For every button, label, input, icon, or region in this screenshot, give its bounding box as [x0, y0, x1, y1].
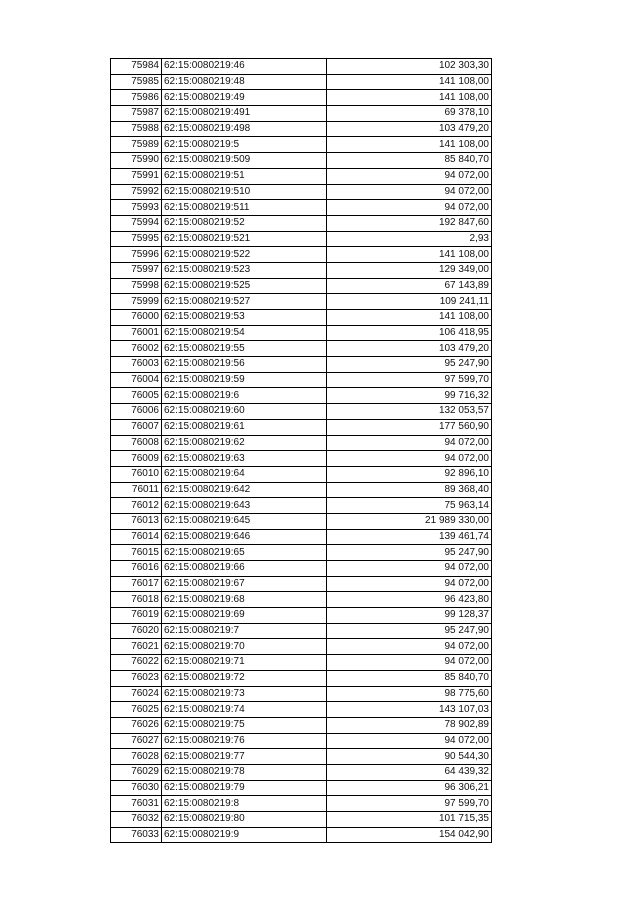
cadastral-number-cell: 62:15:0080219:79 — [162, 780, 327, 796]
table-row — [111, 262, 492, 278]
cadastral-value-cell: 103 479,20 — [327, 121, 492, 137]
table-row — [111, 576, 492, 592]
cadastral-number-cell: 62:15:0080219:76 — [162, 733, 327, 749]
row-number-cell: 76011 — [111, 482, 162, 498]
cadastral-value-cell: 141 108,00 — [327, 137, 492, 153]
row-number-cell: 76021 — [111, 639, 162, 655]
cadastral-value-cell: 90 544,30 — [327, 749, 492, 765]
row-number-cell: 76026 — [111, 717, 162, 733]
table-row — [111, 341, 492, 357]
table-row — [111, 419, 492, 435]
cadastral-value-cell: 94 072,00 — [327, 435, 492, 451]
cadastral-number-cell: 62:15:0080219:491 — [162, 106, 327, 122]
cadastral-number-cell: 62:15:0080219:5 — [162, 137, 327, 153]
row-number-cell: 76009 — [111, 451, 162, 467]
cadastral-number-cell: 62:15:0080219:7 — [162, 623, 327, 639]
cadastral-value-cell: 141 108,00 — [327, 74, 492, 90]
cadastral-number-cell: 62:15:0080219:74 — [162, 702, 327, 718]
row-number-cell: 76027 — [111, 733, 162, 749]
table-body — [111, 59, 492, 843]
cadastral-value-cell: 94 072,00 — [327, 200, 492, 216]
table-row — [111, 215, 492, 231]
row-number-cell: 75993 — [111, 200, 162, 216]
cadastral-number-cell: 62:15:0080219:646 — [162, 529, 327, 545]
cadastral-value-cell: 143 107,03 — [327, 702, 492, 718]
row-number-cell: 76020 — [111, 623, 162, 639]
cadastral-number-cell: 62:15:0080219:61 — [162, 419, 327, 435]
cadastral-number-cell: 62:15:0080219:70 — [162, 639, 327, 655]
table-row — [111, 106, 492, 122]
cadastral-value-cell: 97 599,70 — [327, 372, 492, 388]
table-row — [111, 796, 492, 812]
table-row — [111, 717, 492, 733]
row-number-cell: 75985 — [111, 74, 162, 90]
cadastral-number-cell: 62:15:0080219:53 — [162, 310, 327, 326]
table-row — [111, 74, 492, 90]
cadastral-number-cell: 62:15:0080219:71 — [162, 655, 327, 671]
table-row — [111, 764, 492, 780]
table-row — [111, 812, 492, 828]
cadastral-number-cell: 62:15:0080219:521 — [162, 231, 327, 247]
cadastral-number-cell: 62:15:0080219:642 — [162, 482, 327, 498]
cadastral-number-cell: 62:15:0080219:69 — [162, 608, 327, 624]
table-row — [111, 388, 492, 404]
table-row — [111, 498, 492, 514]
cadastral-value-table — [110, 58, 492, 843]
cadastral-number-cell: 62:15:0080219:51 — [162, 168, 327, 184]
cadastral-number-cell: 62:15:0080219:645 — [162, 513, 327, 529]
cadastral-value-cell: 154 042,90 — [327, 827, 492, 843]
cadastral-number-cell: 62:15:0080219:48 — [162, 74, 327, 90]
table-row — [111, 561, 492, 577]
cadastral-number-cell: 62:15:0080219:78 — [162, 764, 327, 780]
table-row — [111, 608, 492, 624]
cadastral-number-cell: 62:15:0080219:498 — [162, 121, 327, 137]
table-row — [111, 121, 492, 137]
row-number-cell: 75988 — [111, 121, 162, 137]
table-row — [111, 466, 492, 482]
row-number-cell: 75989 — [111, 137, 162, 153]
row-number-cell: 76006 — [111, 404, 162, 420]
cadastral-number-cell: 62:15:0080219:75 — [162, 717, 327, 733]
cadastral-number-cell: 62:15:0080219:80 — [162, 812, 327, 828]
cadastral-value-cell: 94 072,00 — [327, 561, 492, 577]
cadastral-number-cell: 62:15:0080219:8 — [162, 796, 327, 812]
cadastral-value-cell: 95 247,90 — [327, 545, 492, 561]
cadastral-value-cell: 78 902,89 — [327, 717, 492, 733]
row-number-cell: 75997 — [111, 262, 162, 278]
cadastral-value-cell: 92 896,10 — [327, 466, 492, 482]
table-row — [111, 529, 492, 545]
table-row — [111, 153, 492, 169]
cadastral-number-cell: 62:15:0080219:525 — [162, 278, 327, 294]
table-row — [111, 592, 492, 608]
row-number-cell: 75995 — [111, 231, 162, 247]
table-row — [111, 357, 492, 373]
row-number-cell: 75986 — [111, 90, 162, 106]
cadastral-value-cell: 97 599,70 — [327, 796, 492, 812]
cadastral-value-cell: 99 716,32 — [327, 388, 492, 404]
cadastral-value-cell: 129 349,00 — [327, 262, 492, 278]
cadastral-value-cell: 141 108,00 — [327, 310, 492, 326]
row-number-cell: 75996 — [111, 247, 162, 263]
cadastral-value-cell: 95 247,90 — [327, 623, 492, 639]
row-number-cell: 75998 — [111, 278, 162, 294]
cadastral-value-cell: 69 378,10 — [327, 106, 492, 122]
cadastral-value-cell: 95 247,90 — [327, 357, 492, 373]
cadastral-value-cell: 99 128,37 — [327, 608, 492, 624]
row-number-cell: 76014 — [111, 529, 162, 545]
cadastral-value-cell: 67 143,89 — [327, 278, 492, 294]
cadastral-number-cell: 62:15:0080219:63 — [162, 451, 327, 467]
row-number-cell: 76015 — [111, 545, 162, 561]
table-row — [111, 780, 492, 796]
table-row — [111, 749, 492, 765]
table-row — [111, 733, 492, 749]
cadastral-value-cell: 96 423,80 — [327, 592, 492, 608]
cadastral-value-cell: 75 963,14 — [327, 498, 492, 514]
table-row — [111, 655, 492, 671]
cadastral-value-cell: 2,93 — [327, 231, 492, 247]
row-number-cell: 76000 — [111, 310, 162, 326]
table-row — [111, 310, 492, 326]
row-number-cell: 75987 — [111, 106, 162, 122]
table-row — [111, 451, 492, 467]
cadastral-number-cell: 62:15:0080219:522 — [162, 247, 327, 263]
row-number-cell: 76030 — [111, 780, 162, 796]
cadastral-number-cell: 62:15:0080219:66 — [162, 561, 327, 577]
table-row — [111, 325, 492, 341]
cadastral-value-cell: 94 072,00 — [327, 576, 492, 592]
cadastral-number-cell: 62:15:0080219:77 — [162, 749, 327, 765]
cadastral-value-cell: 21 989 330,00 — [327, 513, 492, 529]
row-number-cell: 76028 — [111, 749, 162, 765]
cadastral-value-cell: 103 479,20 — [327, 341, 492, 357]
table-row — [111, 168, 492, 184]
cadastral-value-cell: 94 072,00 — [327, 184, 492, 200]
cadastral-value-cell: 192 847,60 — [327, 215, 492, 231]
cadastral-number-cell: 62:15:0080219:9 — [162, 827, 327, 843]
row-number-cell: 76013 — [111, 513, 162, 529]
cadastral-value-cell: 101 715,35 — [327, 812, 492, 828]
row-number-cell: 76025 — [111, 702, 162, 718]
row-number-cell: 76007 — [111, 419, 162, 435]
cadastral-value-cell: 96 306,21 — [327, 780, 492, 796]
row-number-cell: 76024 — [111, 686, 162, 702]
table-row — [111, 623, 492, 639]
table-row — [111, 513, 492, 529]
table-row — [111, 200, 492, 216]
cadastral-number-cell: 62:15:0080219:72 — [162, 670, 327, 686]
row-number-cell: 76004 — [111, 372, 162, 388]
cadastral-number-cell: 62:15:0080219:643 — [162, 498, 327, 514]
row-number-cell: 76001 — [111, 325, 162, 341]
cadastral-number-cell: 62:15:0080219:73 — [162, 686, 327, 702]
row-number-cell: 75990 — [111, 153, 162, 169]
cadastral-number-cell: 62:15:0080219:68 — [162, 592, 327, 608]
row-number-cell: 76023 — [111, 670, 162, 686]
cadastral-number-cell: 62:15:0080219:49 — [162, 90, 327, 106]
cadastral-value-cell: 109 241,11 — [327, 294, 492, 310]
row-number-cell: 76019 — [111, 608, 162, 624]
cadastral-value-cell: 94 072,00 — [327, 655, 492, 671]
cadastral-value-cell: 94 072,00 — [327, 168, 492, 184]
cadastral-value-cell: 139 461,74 — [327, 529, 492, 545]
table-row — [111, 404, 492, 420]
cadastral-value-cell: 94 072,00 — [327, 451, 492, 467]
table-row — [111, 278, 492, 294]
table-row — [111, 670, 492, 686]
cadastral-number-cell: 62:15:0080219:523 — [162, 262, 327, 278]
table-row — [111, 90, 492, 106]
cadastral-value-cell: 141 108,00 — [327, 247, 492, 263]
cadastral-number-cell: 62:15:0080219:67 — [162, 576, 327, 592]
table-row — [111, 702, 492, 718]
row-number-cell: 76018 — [111, 592, 162, 608]
row-number-cell: 76012 — [111, 498, 162, 514]
row-number-cell: 76008 — [111, 435, 162, 451]
cadastral-value-cell: 94 072,00 — [327, 639, 492, 655]
table-row — [111, 545, 492, 561]
cadastral-number-cell: 62:15:0080219:52 — [162, 215, 327, 231]
cadastral-number-cell: 62:15:0080219:511 — [162, 200, 327, 216]
cadastral-value-cell: 141 108,00 — [327, 90, 492, 106]
row-number-cell: 75984 — [111, 59, 162, 75]
row-number-cell: 76017 — [111, 576, 162, 592]
cadastral-number-cell: 62:15:0080219:509 — [162, 153, 327, 169]
cadastral-number-cell: 62:15:0080219:59 — [162, 372, 327, 388]
row-number-cell: 76010 — [111, 466, 162, 482]
row-number-cell: 76002 — [111, 341, 162, 357]
cadastral-number-cell: 62:15:0080219:6 — [162, 388, 327, 404]
cadastral-number-cell: 62:15:0080219:56 — [162, 357, 327, 373]
table-row — [111, 59, 492, 75]
table-row — [111, 231, 492, 247]
table-row — [111, 435, 492, 451]
cadastral-value-cell: 85 840,70 — [327, 670, 492, 686]
row-number-cell: 76033 — [111, 827, 162, 843]
row-number-cell: 76029 — [111, 764, 162, 780]
cadastral-number-cell: 62:15:0080219:62 — [162, 435, 327, 451]
row-number-cell: 75994 — [111, 215, 162, 231]
row-number-cell: 76031 — [111, 796, 162, 812]
table-row — [111, 686, 492, 702]
cadastral-number-cell: 62:15:0080219:65 — [162, 545, 327, 561]
cadastral-value-cell: 106 418,95 — [327, 325, 492, 341]
cadastral-value-cell: 89 368,40 — [327, 482, 492, 498]
row-number-cell: 75991 — [111, 168, 162, 184]
table-row — [111, 247, 492, 263]
row-number-cell: 75999 — [111, 294, 162, 310]
cadastral-value-cell: 94 072,00 — [327, 733, 492, 749]
cadastral-value-cell: 64 439,32 — [327, 764, 492, 780]
table-row — [111, 294, 492, 310]
cadastral-number-cell: 62:15:0080219:64 — [162, 466, 327, 482]
cadastral-number-cell: 62:15:0080219:527 — [162, 294, 327, 310]
row-number-cell: 76016 — [111, 561, 162, 577]
cadastral-number-cell: 62:15:0080219:55 — [162, 341, 327, 357]
row-number-cell: 76005 — [111, 388, 162, 404]
cadastral-number-cell: 62:15:0080219:60 — [162, 404, 327, 420]
table-row — [111, 482, 492, 498]
row-number-cell: 75992 — [111, 184, 162, 200]
cadastral-value-cell: 85 840,70 — [327, 153, 492, 169]
cadastral-number-cell: 62:15:0080219:46 — [162, 59, 327, 75]
table-row — [111, 372, 492, 388]
row-number-cell: 76032 — [111, 812, 162, 828]
cadastral-value-cell: 98 775,60 — [327, 686, 492, 702]
table-row — [111, 137, 492, 153]
row-number-cell: 76022 — [111, 655, 162, 671]
cadastral-value-cell: 132 053,57 — [327, 404, 492, 420]
table-row — [111, 184, 492, 200]
cadastral-value-cell: 177 560,90 — [327, 419, 492, 435]
row-number-cell: 76003 — [111, 357, 162, 373]
table-row — [111, 827, 492, 843]
cadastral-number-cell: 62:15:0080219:510 — [162, 184, 327, 200]
table-row — [111, 639, 492, 655]
cadastral-number-cell: 62:15:0080219:54 — [162, 325, 327, 341]
cadastral-value-cell: 102 303,30 — [327, 59, 492, 75]
